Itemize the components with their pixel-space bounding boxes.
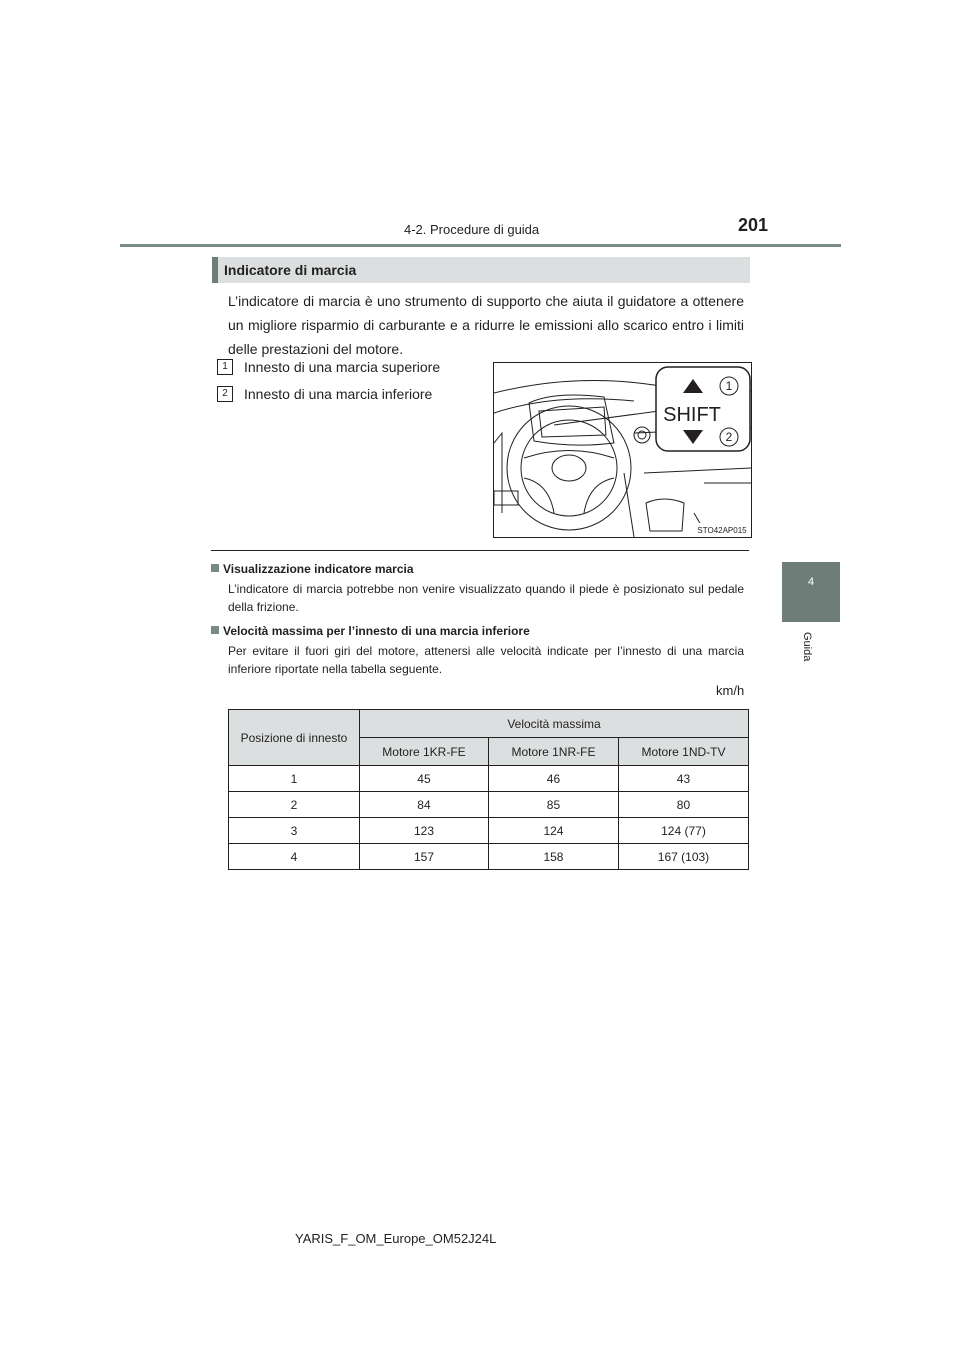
callout-number-box: 1 <box>217 359 233 375</box>
dashboard-drawing <box>494 363 751 537</box>
note-heading <box>211 624 530 638</box>
callout-label: Innesto di una marcia inferiore <box>244 386 433 402</box>
column-header-position: Posizione di innesto <box>229 710 360 766</box>
table-row <box>229 818 749 844</box>
table-cell: 4 <box>229 844 360 870</box>
column-header-engine: Motore 1ND-TV <box>618 738 748 766</box>
marker-1: 1 <box>725 379 733 393</box>
column-group-header: Velocità massima <box>360 710 749 738</box>
header-rule <box>120 244 841 247</box>
max-speed-table <box>228 709 749 870</box>
note-body: L’indicatore di marcia potrebbe non venire visualizzato quando il piede è posizionato sul pedale della frizione. <box>228 582 744 614</box>
table-cell: 2 <box>229 792 360 818</box>
page-number: 201 <box>738 215 769 235</box>
section-heading <box>212 257 750 283</box>
table-cell: 167 (103) <box>618 844 748 870</box>
table-cell: 84 <box>360 792 489 818</box>
note-heading-text: Visualizzazione indicatore marcia <box>223 562 414 576</box>
header-section-title: 4-2. Procedure di guida <box>404 222 540 237</box>
table-cell: 3 <box>229 818 360 844</box>
intro-paragraph: L’indicatore di marcia è uno strumento di supporto che aiuta il guidatore a ottenere un migliore risparmio di carburante e a ridurre le emissioni allo scarico entro i limiti delle prestazioni del motore. <box>228 293 744 357</box>
table-cell: 46 <box>488 766 618 792</box>
table-cell: 124 (77) <box>618 818 748 844</box>
table-cell: 85 <box>488 792 618 818</box>
dashboard-illustration <box>493 362 752 538</box>
table-cell: 157 <box>360 844 489 870</box>
table-cell: 43 <box>618 766 748 792</box>
note-body: Per evitare il fuori giri del motore, attenersi alle velocità indicate per l’innesto di una marcia inferiore riportate nella tabella seguente. <box>228 644 744 676</box>
callout-number-box: 2 <box>217 386 233 402</box>
chapter-tab-number: 4 <box>807 576 815 588</box>
note-heading <box>211 562 414 576</box>
unit-label: km/h <box>716 683 745 698</box>
table-cell: 1 <box>229 766 360 792</box>
square-bullet-icon <box>211 564 219 572</box>
table-row <box>229 766 749 792</box>
note-heading-text: Velocità massima per l’innesto di una marcia inferiore <box>223 624 530 638</box>
table-cell: 124 <box>488 818 618 844</box>
marker-2: 2 <box>725 430 733 444</box>
footer-document-code: YARIS_F_OM_Europe_OM52J24L <box>295 1231 497 1246</box>
callout-upshift <box>217 359 440 375</box>
table-cell: 45 <box>360 766 489 792</box>
table-cell: 158 <box>488 844 618 870</box>
callout-label: Innesto di una marcia superiore <box>244 359 441 375</box>
chapter-tab-label: Guida <box>801 632 813 662</box>
section-heading-bar <box>212 257 218 283</box>
table-row <box>229 792 749 818</box>
shift-label: SHIFT <box>663 404 721 426</box>
table-cell: 123 <box>360 818 489 844</box>
column-header-engine: Motore 1KR-FE <box>360 738 489 766</box>
chapter-tab <box>782 562 840 622</box>
table-cell: 80 <box>618 792 748 818</box>
section-heading-text: Indicatore di marcia <box>224 262 357 278</box>
table-row <box>229 844 749 870</box>
notes-divider <box>211 550 749 551</box>
column-header-engine: Motore 1NR-FE <box>488 738 618 766</box>
callout-downshift <box>217 386 432 402</box>
illustration-code: STO42AP015 <box>697 526 747 535</box>
square-bullet-icon <box>211 626 219 634</box>
